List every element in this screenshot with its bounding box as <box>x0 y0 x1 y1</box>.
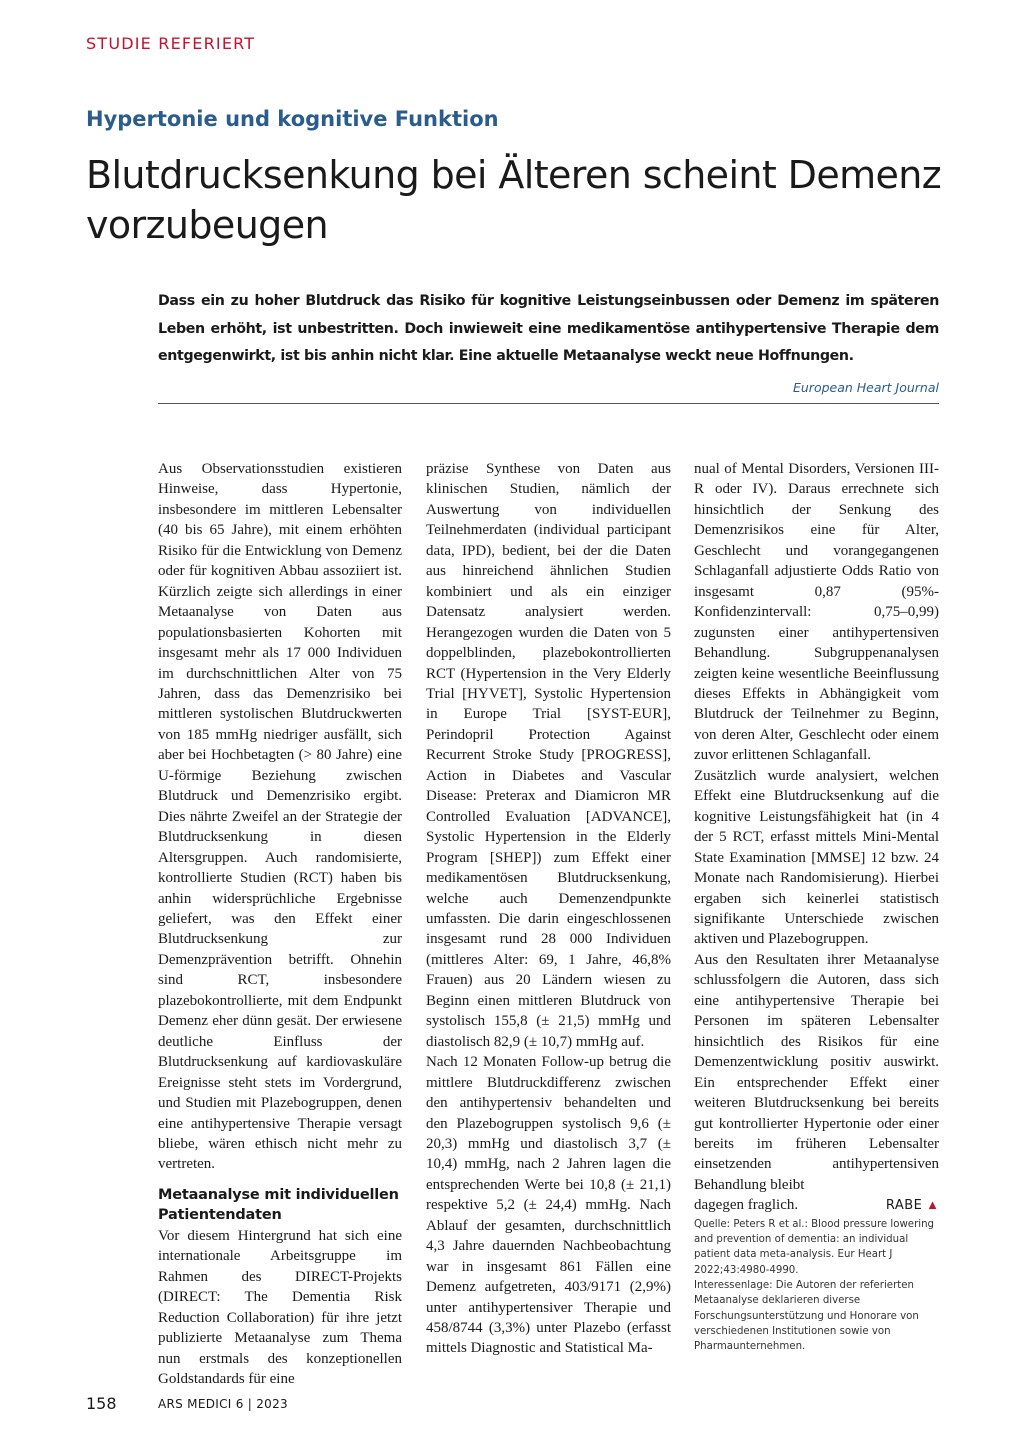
source-footnote: Quelle: Peters R et al.: Blood pressure lowering and prevention of dementia: an individual patient data meta-analysis. Eur Heart J 2022;43:4980-4990. <box>694 1218 935 1276</box>
closing-line <box>694 1195 939 1216</box>
section-subheading: Metaanalyse mit individuellen Patientendaten <box>158 1186 399 1224</box>
divider <box>158 403 939 404</box>
body-paragraph: präzise Synthese von Daten aus klinischen Studien, nämlich der Auswertung von individuellen Teilnehmerdaten (individual participant data, IPD), bedient, bei der die Daten aus hinreichend ähnlichen Studien kombiniert und als ein einziger Datensatz analysiert werden. Herangezogen wurden die Daten von 5 doppelblinden, plazebokontrollierten RCT (Hypertension in the Very Elderly Trial [HYVET], Systolic Hypertension in Europe Trial [SYST-EUR], Perindopril Protection Against Recurrent Stroke Study [PROGRESS], Action in Diabetes and Vascular Disease: Preterax and Diamicron MR Controlled Evaluation [ADVANCE], Systolic Hypertension in the Elderly Program [SHEP]) zum Effekt einer medikamentösen Blutdrucksenkung, welche auch Demenzendpunkte umfassten. Die darin eingeschlossenen insgesamt rund 28 000 Individuen (mittleres Alter: 69, 1 Jahre, 46,8% Frauen) aus 20 Ländern wiesen zu Beginn einen mittleren Blutdruck von systolisch 155,8 (± 21,5) mmHg und diastolisch 82,9 (± 10,7) mmHg auf. <box>426 461 671 1050</box>
author-signature <box>886 1195 939 1216</box>
body-paragraph: Zusätzlich wurde analysiert, welchen Effekt eine Blutdrucksenkung auf die kognitive Leistungsfähigkeit hat (in 4 der 5 RCT, erfasst mittels Mini-Mental State Examination [MMSE] 12 bzw. 24 Monate nach Randomisierung). Hierbei ergaben sich keinerlei statistisch signifikante Unterschiede zwischen aktiven und Plazebogruppen. <box>694 767 939 948</box>
body-paragraph: Vor diesem Hintergrund hat sich eine internationale Arbeitsgruppe im Rahmen des DIRECT-Projekts (DIRECT: The Dementia Risk Reduction Collaboration) für ihre jetzt publizierte Metaanalyse zum Thema nun erstmals des konzeptionellen Goldstandards für eine <box>158 1227 402 1388</box>
closing-text: dagegen fraglich. <box>694 1197 799 1214</box>
journal-issue: ARS MEDICI 6 | 2023 <box>158 1397 288 1411</box>
body-paragraph: Nach 12 Monaten Follow-up betrug die mittlere Blutdruckdifferenz zwischen den antihypertensiv behandelten und den Plazebogruppen systolisch 9,6 (± 20,3) mmHg und diastolisch 3,7 (± 10,4) mmHg, nach 2 Jahren lagen die entsprechenden Werte bei 10,8 (± 21,1) respektive 5,2 (± 24,4) mmHg. Nach Ablauf der gesamten, durchschnittlich 4,3 Jahre dauernden Nachbeobachtung war in insgesamt 861 Fällen eine Demenz aufgetreten, 403/9171 (2,9%) unter antihypertensiver Therapie und 458/8744 (3,3%) unter Plazebo (erfasst mittels Diagnostic and Statistical Ma- <box>426 1054 671 1357</box>
source-journal: European Heart Journal <box>792 380 939 395</box>
author-code: RABE <box>885 1198 923 1214</box>
article-kicker: Hypertonie und kognitive Funktion <box>86 107 499 131</box>
text-column-2 <box>426 459 671 1359</box>
text-column-3 <box>694 459 939 1354</box>
article-headline: Blutdrucksenkung bei Älteren scheint Demenz vorzubeugen <box>86 153 942 247</box>
body-paragraph: Aus Observationsstudien existieren Hinweise, dass Hypertonie, insbesondere im mittleren Lebensalter (40 bis 65 Jahre), mit einem erhöhten Risiko für die Entwicklung von Demenz oder für kognitiven Abbau assoziiert ist. Kürzlich zeigte sich allerdings in einer Metaanalyse von Daten aus populationsbasierten Kohorten mit insgesamt mehr als 17 000 Individuen im durchschnittlichen Alter von 75 Jahren, dass das Demenzrisiko bei mittleren systolischen Blutdruckwerten von 185 mmHg niedriger ausfällt, sich aber bei Hochbetagten (> 80 Jahre) eine U-förmige Beziehung zwischen Blutdruck und Demenzrisiko ergibt. Dies nährte Zweifel an der Strategie der Blutdrucksenkung in diesen Altersgruppen. Auch randomisierte, kontrollierte Studien (RCT) haben bis anhin widersprüchliche Ergebnisse geliefert, was den Effekt einer Blutdrucksenkung zur Demenzprävention betrifft. Ohnehin sind RCT, insbesondere plazebokontrollierte, mit dem Endpunkt Demenz eher dünn gesät. Der erwiesene deutliche Einfluss der Blutdrucksenkung auf kardiovaskuläre Ereignisse steht stets im Vordergrund, und Studien mit Plazebogruppen, denen eine antihypertensive Therapie versagt bliebe, wären ethisch nicht mehr zu vertreten. <box>158 461 402 1173</box>
article-lead: Dass ein zu hoher Blutdruck das Risiko für kognitive Leistungseinbussen oder Demenz im späteren Leben erhöht, ist unbestritten. Doch inwieweit eine medikamentöse antihypertensive Therapie dem entgegenwirkt, ist bis anhin nicht klar. Eine aktuelle Metaanalyse weckt neue Hoffnungen. <box>158 293 939 364</box>
page-number: 158 <box>86 1394 117 1413</box>
end-triangle-icon: ▲ <box>926 1197 939 1213</box>
section-label: STUDIE REFERIERT <box>86 34 256 53</box>
conflict-footnote: Interessenlage: Die Autoren der referierten Metaanalyse deklarieren diverse Forschungsunterstützung und Honorare von verschiedenen Institutionen sowie von Pharmaunternehmen. <box>694 1279 919 1353</box>
text-column-1 <box>158 459 402 1389</box>
body-paragraph: nual of Mental Disorders, Versionen III-R oder IV). Daraus errechnete sich hinsichtlich der Senkung des Demenzrisikos eine für Alter, Geschlecht und vorangegangenen Schlaganfall adjustierte Odds Ratio von insgesamt 0,87 (95%-Konfidenzintervall: 0,75–0,99) zugunsten einer antihypertensiven Behandlung. Subgruppenanalysen zeigten keine wesentliche Beeinflussung dieses Effekts in Abhängigkeit vom Blutdruck der Teilnehmer zu Beginn, von deren Alter, Geschlecht oder einem zuvor erlittenen Schlaganfall. <box>694 461 939 764</box>
body-paragraph: Aus den Resultaten ihrer Metaanalyse schlussfolgern die Autoren, dass sich eine antihypertensive Therapie bei Personen im späteren Lebensalter hinsichtlich des Risikos für eine Demenzentwicklung positiv auswirkt. Ein entsprechender Effekt einer weiteren Blutdrucksenkung bei bereits gut kontrollierter Hypertonie oder einer bereits im früheren Lebensalter einsetzenden antihypertensiven Behandlung bleibt <box>694 951 939 1193</box>
